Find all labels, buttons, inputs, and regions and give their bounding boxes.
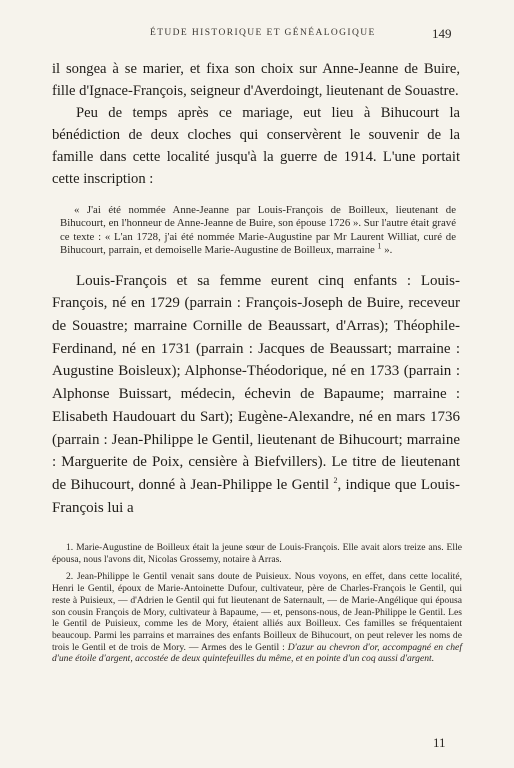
quote-text: « J'ai été nommée Anne-Jeanne par Louis-François de Boilleux, lieutenant de Bihucourt, en l'honneur de Anne-Jeanne de Buire, son épouse 1726 ». Sur l'autre était gravé ce texte : « L'an 1728, j'ai été nommée Marie-Augustine par Mr Laurent Williat, curé de Bihucourt, parrain, et demoiselle Marie-Augustine de Boilleux, marraine xyxy=(60,204,456,257)
page-header xyxy=(0,26,514,44)
footnote-2-blazon: D'azur au chevron d'or, accompagné en chef d'une étoile d'argent, accostée de deux quintefeuilles du même, et en pointe d'un coq aussi d'argent. xyxy=(52,641,462,665)
footnote-2 xyxy=(52,571,462,665)
footnote-ref-1: 1 xyxy=(377,241,382,251)
footnote-1: 1. Marie-Augustine de Boilleux était la jeune sœur de Louis-François. Elle avait alors treize ans. Elle épousa, nous l'avons dit, Nicolas Grossemy, notaire à Arras. xyxy=(52,542,462,565)
running-head: ÉTUDE HISTORIQUE ET GÉNÉALOGIQUE xyxy=(150,28,376,38)
quote-end: ». xyxy=(381,244,393,257)
page-number: 149 xyxy=(432,26,452,41)
paragraph-1: il songea à se marier, et fixa son choix sur Anne-Jeanne de Buire, fille d'Ignace-François, seigneur d'Averdoingt, lieutenant de Souastre. xyxy=(52,61,460,99)
paragraph-3 xyxy=(52,270,460,520)
footnote-2-text: 2. Jean-Philippe le Gentil venait sans doute de Puisieux. Nous voyons, en effet, dans cette localité, Henri le Gentil, époux de Marie-Antoinette Dufour, cultivateur, père de Charles-François le Gentil, qui reste à Puisieux, — d'Adrien le Gentil qui fut lieutenant de Saternault, — de Marie-Angélique qui épousa son cousin François de Mory, cultivateur à Bapaume, — et, pensons-nous, de Jean-Philippe le Gentil. Les le Gentil de Puisieux, comme les de Mory, étaient alliés aux Boilleux. Ces familles se fréquentaient beaucoup. Parmi les parrains et marraines des enfants Boilleux de Bihucourt, on peut relever les noms de trois le Gentil et de trois de Mory. — Armes des le Gentil : xyxy=(52,571,462,653)
footnote-ref-2: 2 xyxy=(333,475,338,485)
signature-mark: 11 xyxy=(433,735,446,750)
main-text xyxy=(52,58,460,519)
paragraph-3-end: , indique que Louis-François lui a xyxy=(52,476,460,516)
bell-inscription-quote xyxy=(52,204,460,258)
footnotes xyxy=(52,542,462,665)
paragraph-2: Peu de temps après ce mariage, eut lieu à Bihucourt la bénédiction de deux cloches qui conservèrent le souvenir de la famille dans cette localité jusqu'à la guerre de 1914. L'une portait cette inscription : xyxy=(52,105,460,187)
paragraph-3-text: Louis-François et sa femme eurent cinq enfants : Louis-François, né en 1729 (parrain : François-Joseph de Buire, receveur de Souastre; marraine Cornille de Beaussart, d'Arras); Théophile-Ferdinand, né en 1731 (parrain : Jacques de Beaussart; marraine : Augustine Boisleux); Alphonse-Théodorique, né en 1733 (parrain : Alphonse Buissart, médecin, échevin de Bapaume; marraine : Elisabeth Haudouart du Sart); Eugène-Alexandre, né en mars 1736 (parrain : Jean-Philippe le Gentil, lieutenant de Bihucourt; marraine : Marguerite de Poix, censière à Biefvillers). Le titre de lieutenant de Bihucourt, donné à Jean-Philippe le Gentil xyxy=(52,272,460,493)
